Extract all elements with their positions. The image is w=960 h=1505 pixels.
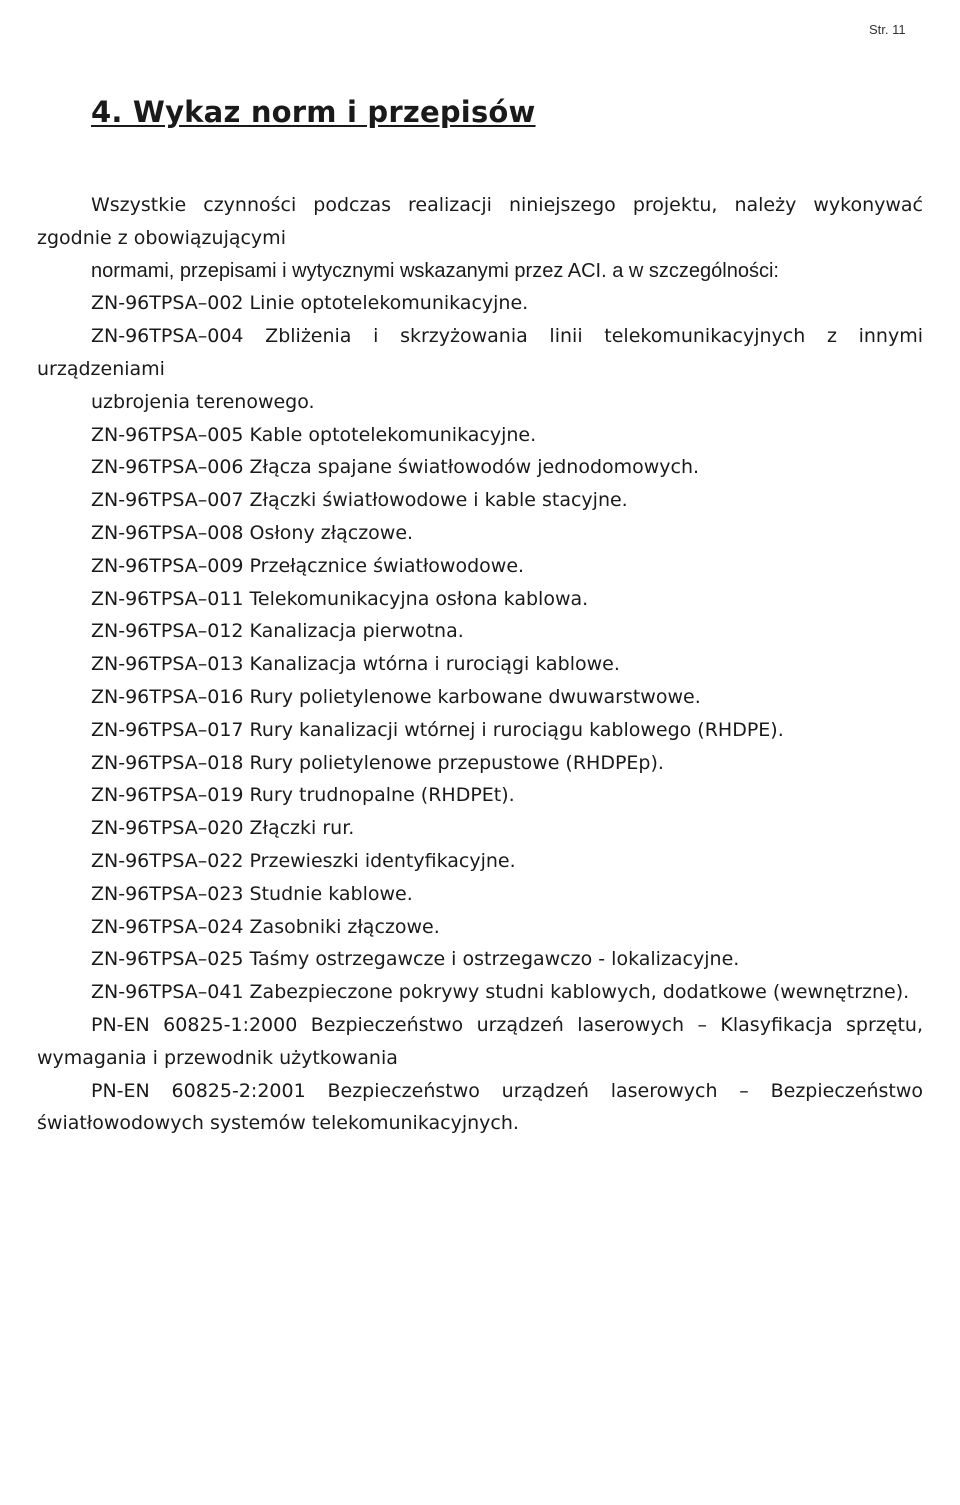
norm-item: ZN-96TPSA–007 Złączki światłowodowe i kable stacyjne.	[91, 489, 628, 512]
intro-paragraph-line1: Wszystkie czynności podczas realizacji niniejszego projektu, należy wykonywać zgodnie z obowiązującymi	[37, 194, 923, 249]
norm-item: ZN-96TPSA–023 Studnie kablowe.	[91, 882, 413, 905]
intro-paragraph-line2: normami, przepisami i wytycznymi wskazanymi przez ACI. a w szczególności:	[91, 259, 779, 282]
standard-item: PN-EN 60825-2:2001 Bezpieczeństwo urządzeń laserowych – Bezpieczeństwo światłowodowych systemów telekomunikacyjnych.	[37, 1079, 923, 1135]
standard-item: PN-EN 60825-1:2000 Bezpieczeństwo urządzeń laserowych – Klasyfikacja sprzętu, wymagania i przewodnik użytkowania	[37, 1013, 923, 1069]
norm-item: ZN-96TPSA–018 Rury polietylenowe przepustowe (RHDPEp).	[91, 751, 664, 774]
norm-item-continuation: uzbrojenia terenowego.	[91, 390, 315, 413]
norm-item: ZN-96TPSA–013 Kanalizacja wtórna i rurociągi kablowe.	[91, 653, 620, 676]
norm-item: ZN-96TPSA–019 Rury trudnopalne (RHDPEt).	[91, 784, 515, 807]
section-heading: 4. Wykaz norm i przepisów	[91, 95, 536, 129]
norm-item: ZN-96TPSA–002 Linie optotelekomunikacyjne.	[91, 292, 529, 315]
norm-item: ZN-96TPSA–041 Zabezpieczone pokrywy studni kablowych, dodatkowe (wewnętrzne).	[91, 981, 910, 1004]
norm-item: ZN-96TPSA–024 Zasobniki złączowe.	[91, 915, 440, 938]
norm-item: ZN-96TPSA–009 Przełącznice światłowodowe.	[91, 554, 525, 577]
norm-item: ZN-96TPSA–025 Taśmy ostrzegawcze i ostrzegawczo - lokalizacyjne.	[91, 948, 740, 971]
norm-item: ZN-96TPSA–012 Kanalizacja pierwotna.	[91, 620, 464, 643]
norm-item: ZN-96TPSA–006 Złącza spajane światłowodów jednodomowych.	[91, 456, 700, 479]
norm-item: ZN-96TPSA–008 Osłony złączowe.	[91, 521, 414, 544]
norm-item: ZN-96TPSA–020 Złączki rur.	[91, 817, 355, 840]
document-body	[37, 189, 923, 1140]
page-number: Str. 11	[869, 22, 906, 37]
norm-item: ZN-96TPSA–017 Rury kanalizacji wtórnej i rurociągu kablowego (RHDPE).	[91, 718, 784, 741]
norm-item: ZN-96TPSA–016 Rury polietylenowe karbowane dwuwarstwowe.	[91, 685, 701, 708]
norm-item: ZN-96TPSA–005 Kable optotelekomunikacyjne.	[91, 423, 537, 446]
norm-item: ZN-96TPSA–004 Zbliżenia i skrzyżowania linii telekomunikacyjnych z innymi urządzeniami	[37, 325, 923, 380]
norm-item: ZN-96TPSA–022 Przewieszki identyfikacyjne.	[91, 849, 516, 872]
norm-item: ZN-96TPSA–011 Telekomunikacyjna osłona kablowa.	[91, 587, 589, 610]
